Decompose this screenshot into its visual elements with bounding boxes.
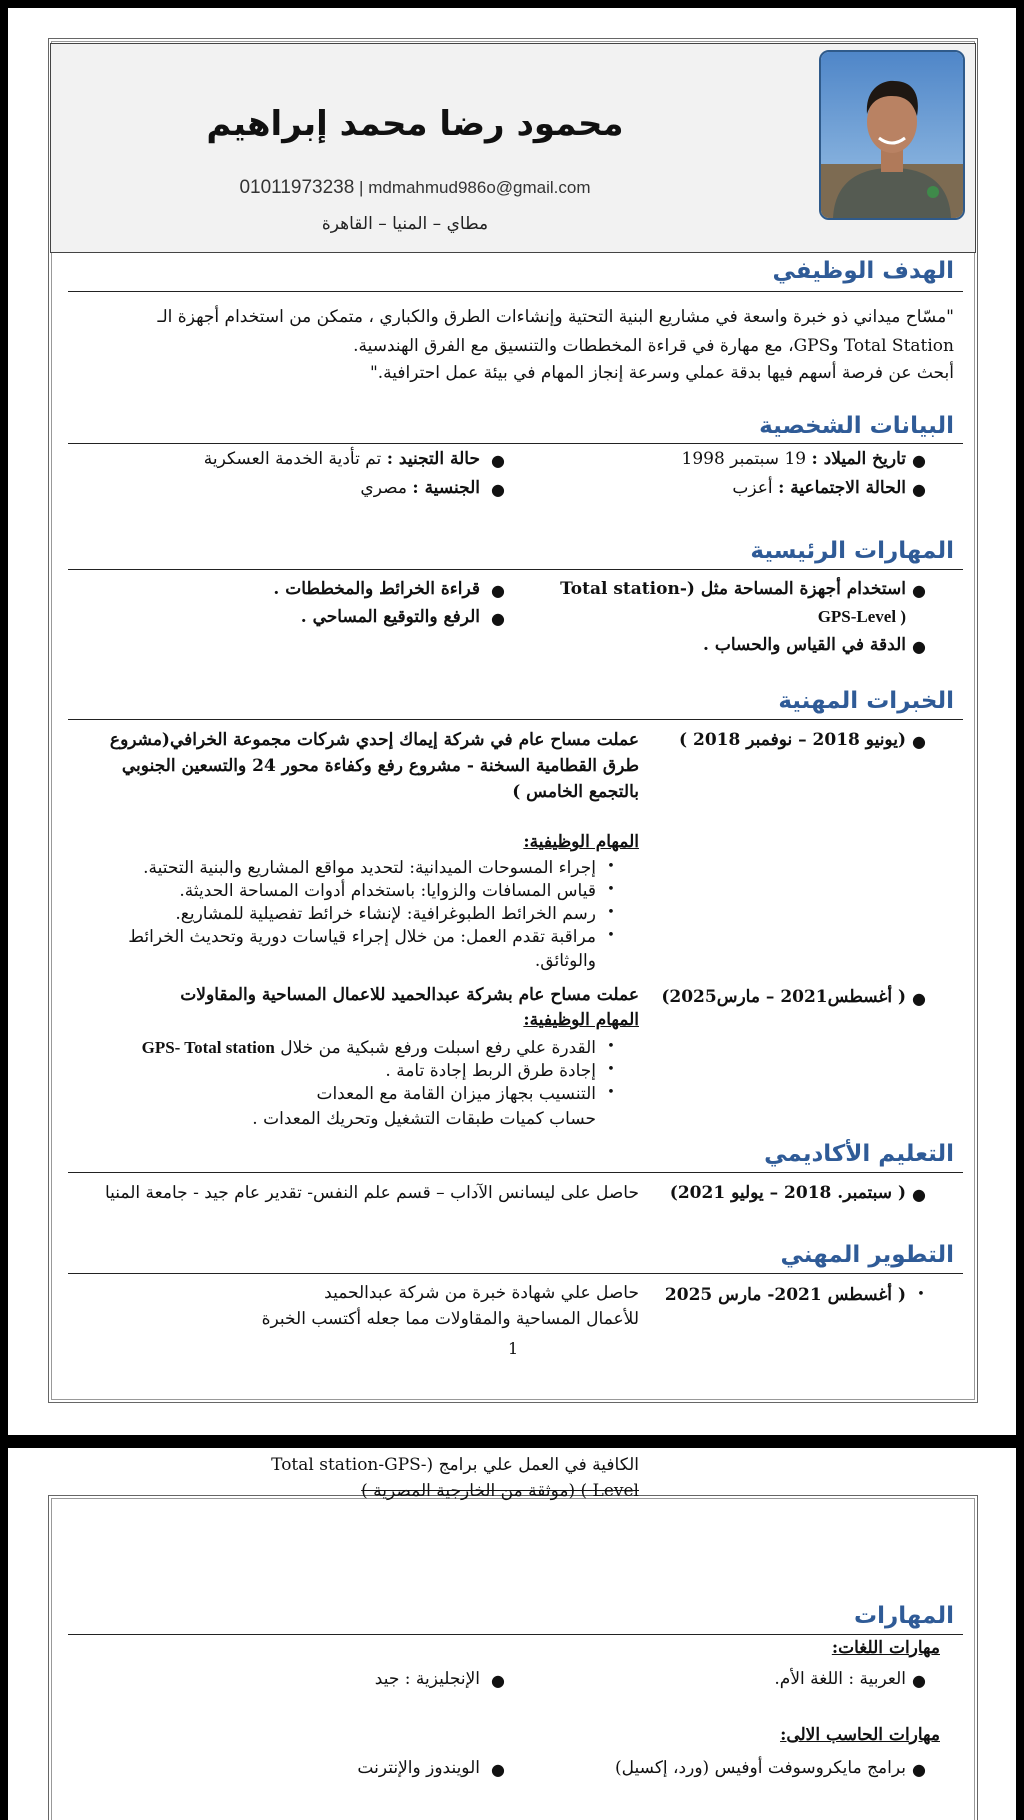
military-status: حالة التجنيد : تم تأدية الخدمة العسكرية	[203, 449, 480, 469]
email-link[interactable]: mdmahmud986o@gmail.com	[368, 178, 591, 197]
job-1-title-line-1: عملت مساح عام في شركة إيماك إحدي شركات مجموعة الخرافي(مشروع	[109, 730, 639, 750]
job-1-date: (يونيو 2018 – نوفمبر 2018 )	[679, 730, 906, 750]
bullet-icon: ●	[912, 1760, 926, 1779]
cv-header	[50, 43, 976, 253]
job-2-task-3: التنسيب بجهاز ميزان القامة مع المعدات	[316, 1084, 596, 1104]
birth-date: تاريخ الميلاد : 19 سبتمبر 1998	[681, 449, 906, 469]
job-1-tasks-title: المهام الوظيفية:	[523, 832, 639, 852]
languages-title: مهارات اللغات:	[831, 1638, 940, 1658]
section-title-education: التعليم الأكاديمي	[764, 1141, 954, 1167]
bullet-icon: ●	[912, 732, 926, 751]
skill-windows: الويندوز والإنترنت	[357, 1758, 480, 1778]
job-2-title: عملت مساح عام بشركة عبدالحميد للاعمال المساحية والمقاولات	[180, 985, 639, 1005]
bullet-icon: ●	[491, 581, 505, 600]
sub-bullet-icon: •	[607, 859, 615, 874]
section-title-main-skills: المهارات الرئيسية	[750, 538, 954, 564]
job-1-task-4-cont: والوثائق.	[534, 951, 596, 971]
development-line-3: الكافية في العمل علي برامج (-Total station-GPS	[271, 1455, 639, 1475]
objective-line-1: "مسّاح ميداني ذو خبرة واسعة في مشاريع البنية التحتية وإنشاءات الطرق والكباري ، متمكن من استخدام أجهزة الـ	[157, 307, 954, 327]
page-number: 1	[508, 1339, 519, 1358]
sub-bullet-icon: •	[607, 882, 615, 897]
bullet-icon: ●	[912, 1671, 926, 1690]
section-divider	[68, 719, 963, 720]
job-1-task-3: رسم الخرائط الطبوغرافية: لإنشاء خرائط تفصيلية للمشاريع.	[175, 904, 596, 924]
contact-separator: |	[359, 178, 364, 197]
section-title-development: التطوير المهني	[780, 1242, 954, 1268]
contact-line	[205, 177, 625, 199]
cv-page-2	[8, 1448, 1016, 1820]
bullet-icon: ●	[491, 1760, 505, 1779]
job-1-title-line-2: طرق القطامية السخنة - مشروع رفع وكفاءة محور 24 والتسعين الجنوبي	[121, 756, 639, 776]
sub-bullet-icon: •	[607, 928, 615, 943]
job-1-title-line-3: بالتجمع الخامس )	[512, 782, 639, 802]
candidate-name: محمود رضا محمد إبراهيم	[206, 104, 624, 144]
education-date: ( سبتمبر. 2018 – يوليو 2021)	[669, 1183, 906, 1203]
skill-office: برامج مايكروسوفت أوفيس (ورد، إكسيل)	[615, 1758, 906, 1778]
bullet-icon: ●	[912, 480, 926, 499]
language-arabic: العربية : اللغة الأم.	[774, 1669, 906, 1689]
sub-bullet-icon: •	[917, 1287, 925, 1302]
main-skill-3: قراءة الخرائط والمخططات .	[273, 579, 480, 599]
bullet-icon: ●	[912, 637, 926, 656]
sub-bullet-icon: •	[607, 1039, 615, 1054]
sub-bullet-icon: •	[607, 905, 615, 920]
objective-line-2: Total Station وGPS، مع مهارة في قراءة المخططات والتنسيق مع الفرق الهندسية.	[353, 336, 954, 356]
bullet-icon: ●	[491, 1671, 505, 1690]
phone-number: 01011973238	[239, 177, 355, 198]
section-divider	[68, 443, 963, 444]
section-divider	[68, 1273, 963, 1274]
job-2-task-2: إجادة طرق الربط إجادة تامة .	[385, 1061, 596, 1081]
job-1-task-2: قياس المسافات والزوايا: باستخدام أدوات المساحة الحديثة.	[179, 881, 596, 901]
bullet-icon: ●	[491, 451, 505, 470]
development-date: ( أغسطس 2021- مارس 2025	[664, 1285, 906, 1305]
job-2-tasks-title: المهام الوظيفية:	[523, 1010, 639, 1030]
job-2-date: ( أغسطس2021 – مارس2025)	[661, 987, 906, 1007]
development-line-4: Level ) (موثقة من الخارجية المصرية )	[361, 1481, 639, 1501]
job-2-task-1: القدرة علي رفع اسبلت ورفع شبكية من خلال GPS- Total station	[141, 1038, 596, 1058]
language-english: الإنجليزية : جيد	[374, 1669, 480, 1689]
nationality: الجنسية : مصري	[360, 478, 480, 498]
job-2-task-4: حساب كميات طبقات التشغيل وتحريك المعدات .	[252, 1109, 596, 1129]
section-title-objective: الهدف الوظيفي	[772, 258, 954, 284]
section-title-personal: البيانات الشخصية	[759, 413, 954, 439]
section-title-experience: الخبرات المهنية	[778, 688, 954, 714]
bullet-icon: ●	[912, 581, 926, 600]
sub-bullet-icon: •	[607, 1062, 615, 1077]
bullet-icon: ●	[491, 480, 505, 499]
section-divider	[68, 569, 963, 570]
computer-skills-title: مهارات الحاسب الالى:	[780, 1725, 940, 1745]
job-1-task-4: مراقبة تقدم العمل: من خلال إجراء قياسات دورية وتحديث الخرائط	[128, 927, 596, 947]
job-1-task-1: إجراء المسوحات الميدانية: لتحديد مواقع المشاريع والبنية التحتية.	[143, 858, 596, 878]
bullet-icon: ●	[491, 609, 505, 628]
section-divider	[68, 1172, 963, 1173]
bullet-icon: ●	[912, 451, 926, 470]
section-title-skills: المهارات	[854, 1603, 954, 1629]
main-skill-4: الرفع والتوقيع المساحي .	[300, 607, 480, 627]
development-line-2: للأعمال المساحية والمقاولات مما جعله أكتسب الخبرة	[261, 1309, 639, 1329]
main-skill-1: استخدام أجهزة المساحة مثل (-Total station	[560, 579, 906, 599]
main-skill-1-cont: GPS-Level )	[817, 607, 906, 626]
section-divider	[68, 1634, 963, 1635]
objective-line-3: أبحث عن فرصة أسهم فيها بدقة عملي وسرعة إنجاز المهام في بيئة عمل احترافية."	[369, 363, 954, 383]
sub-bullet-icon: •	[607, 1085, 615, 1100]
main-skill-2: الدقة في القياس والحساب .	[703, 635, 906, 655]
section-divider	[68, 291, 963, 292]
marital-status: الحالة الاجتماعية : أعزب	[732, 478, 906, 498]
bullet-icon: ●	[912, 989, 926, 1008]
education-degree: حاصل على ليسانس الآداب – قسم علم النفس- تقدير عام جيد - جامعة المنيا	[104, 1183, 639, 1203]
profile-photo	[819, 50, 965, 220]
address: مطاي – المنيا – القاهرة	[321, 214, 489, 234]
bullet-icon: ●	[912, 1185, 926, 1204]
development-line-1: حاصل علي شهادة خبرة من شركة عبدالحميد	[324, 1283, 639, 1303]
cv-page-1	[8, 8, 1016, 1435]
